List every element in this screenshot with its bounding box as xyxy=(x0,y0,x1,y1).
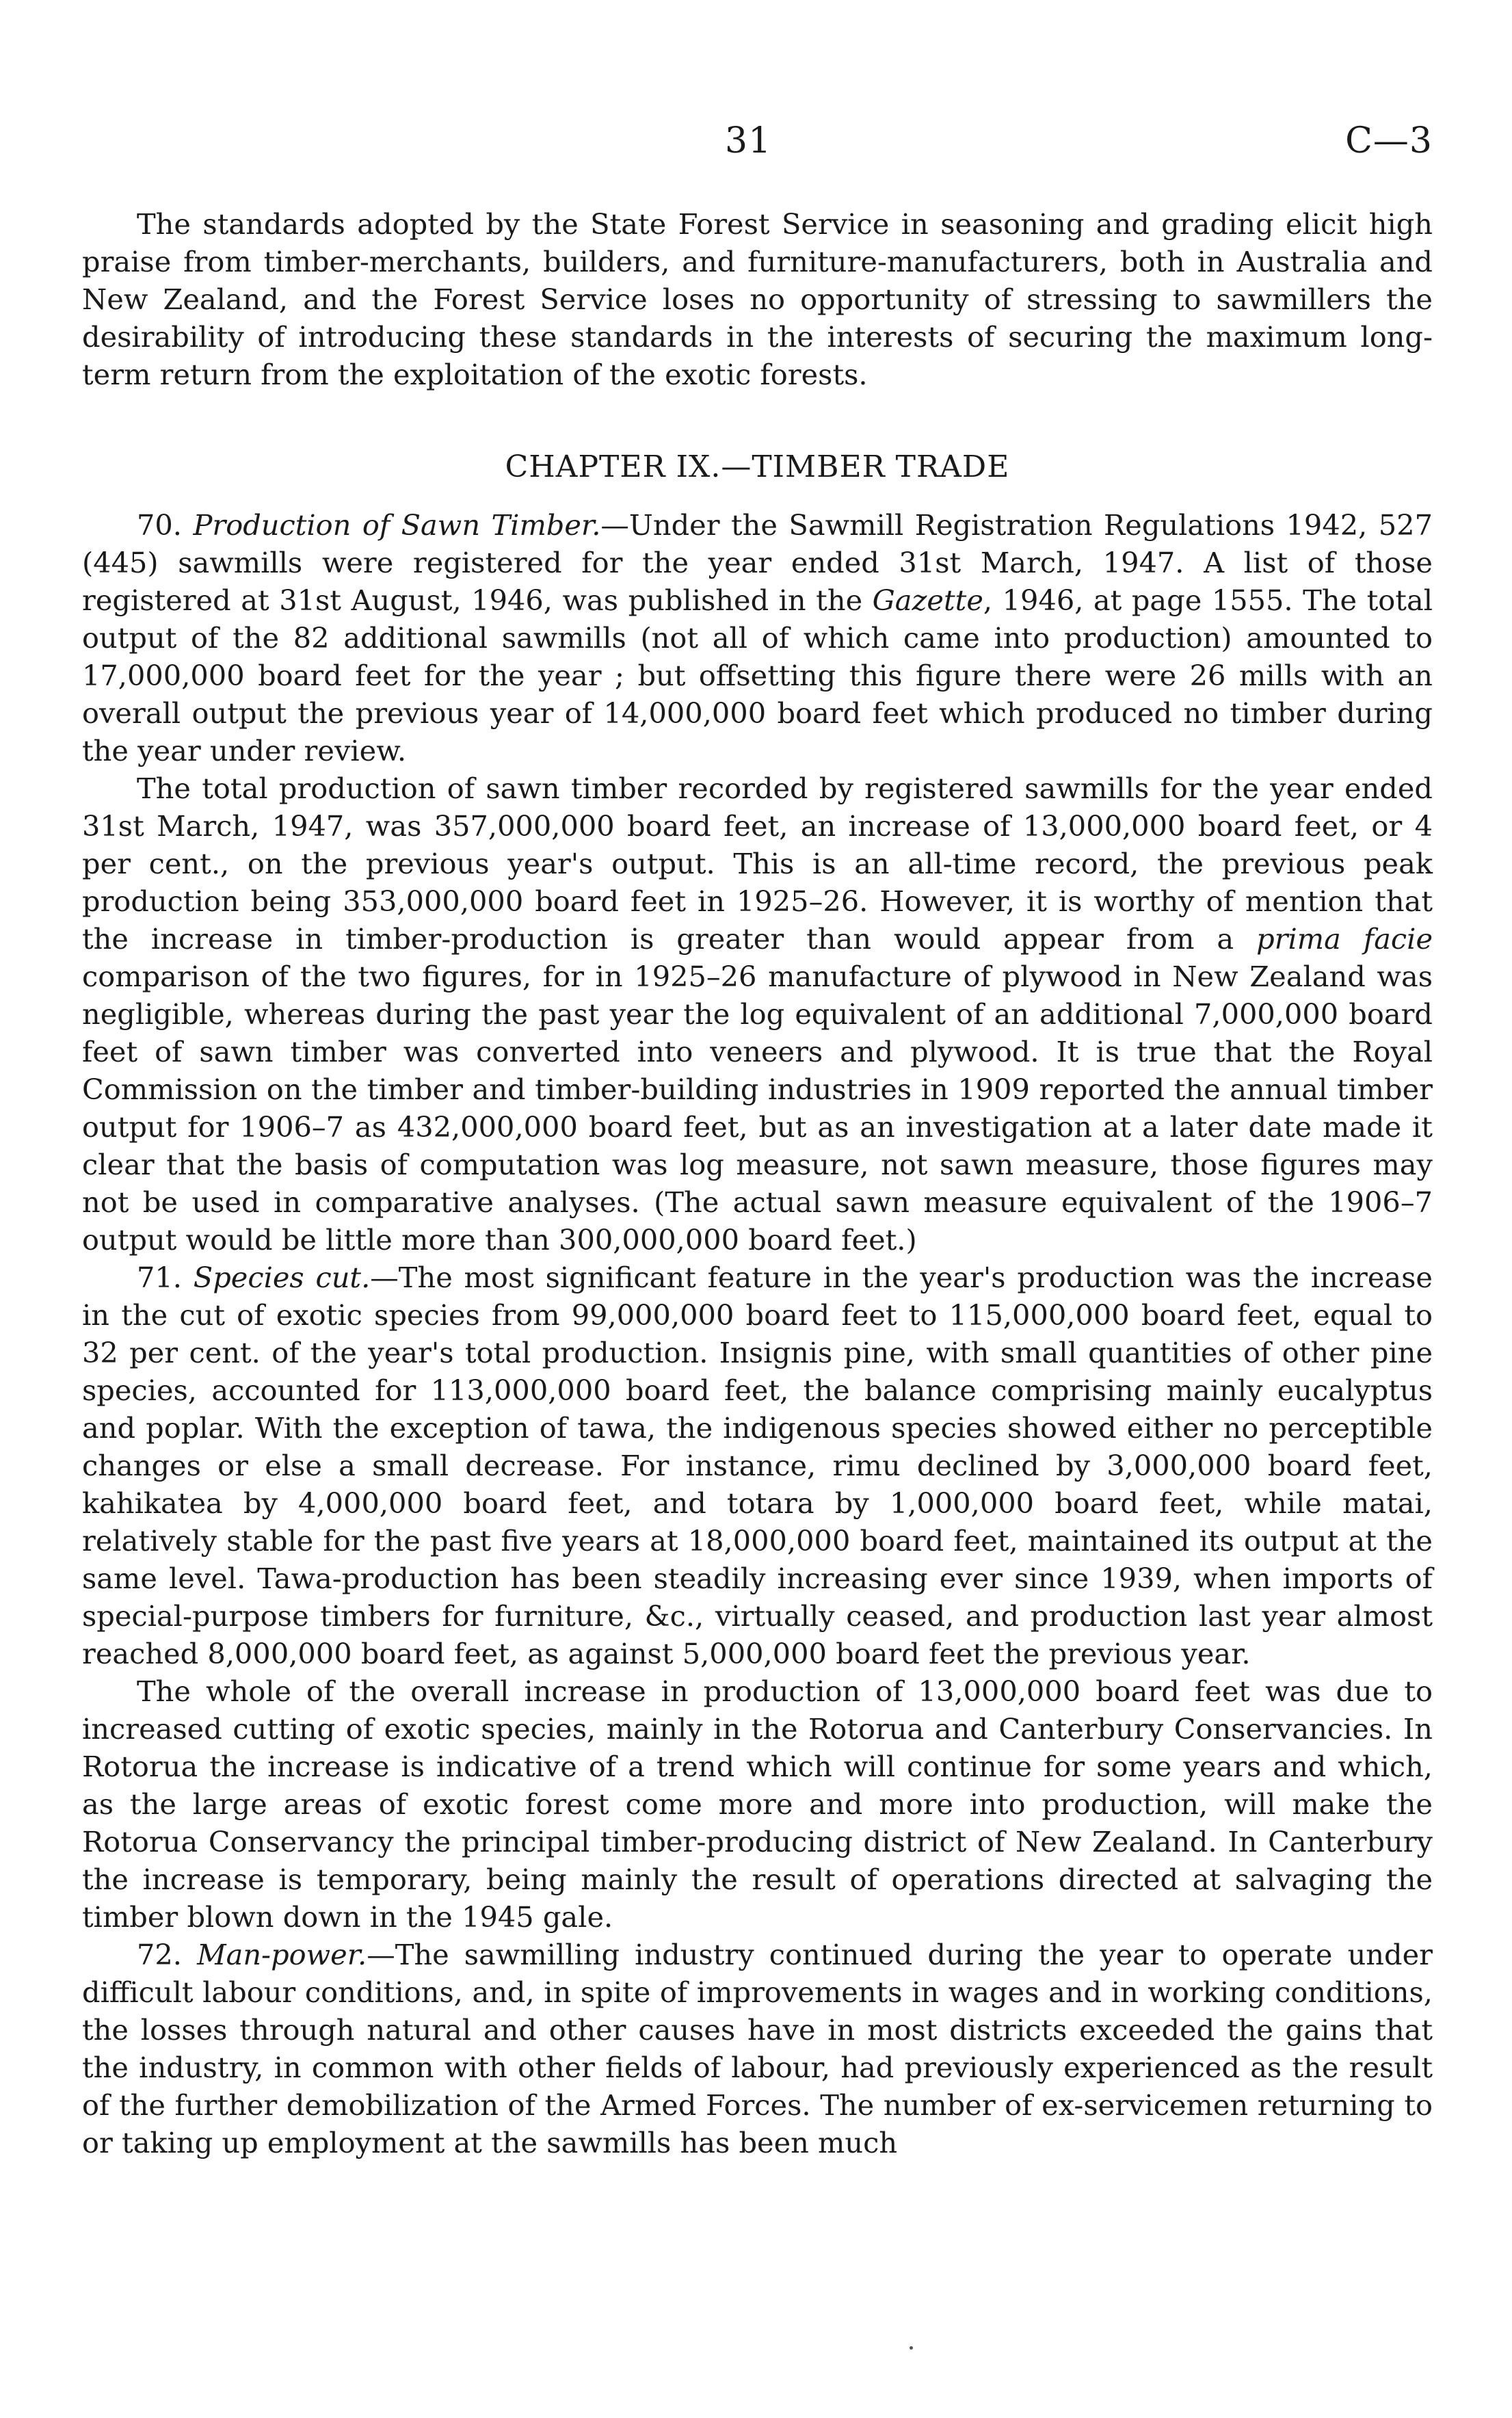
section-70-text-a: —Under the Sawmill Registration Regulations 1942, 527 (445) sawmills were registered for the year ended 31st March, 1947. A list of those registered at 31st August, 1946, was published in the xyxy=(82,508,1433,617)
section-70-title: Production of Sawn Timber. xyxy=(193,508,601,542)
section-71-paragraph-1 xyxy=(82,1259,1433,1672)
print-speck xyxy=(910,2346,913,2350)
page-number: 31 xyxy=(725,120,772,161)
intro-paragraph xyxy=(82,205,1433,393)
section-72-number: 72. xyxy=(137,1938,182,1971)
gazette-italic: Gazette xyxy=(872,583,983,617)
section-72-paragraph-1 xyxy=(82,1936,1433,2161)
section-71-number: 71. xyxy=(137,1261,182,1294)
chapter-heading: CHAPTER IX.—TIMBER TRADE xyxy=(505,449,1010,484)
page-header xyxy=(82,120,1433,175)
section-71-text: —The most significant feature in the year's production was the increase in the cut of exotic species from 99,000,000 board feet to 115,000,000 board feet, equal to 32 per cent. of the year's total production. Insignis pine, with small quantities of other pine species, accounted for 113,000,000 board feet, the balance comprising mainly eucalyptus and poplar. With the exception of tawa, the indigenous species showed either no perceptible changes or else a small decrease. For instance, rimu declined by 3,000,000 board feet, kahikatea by 4,000,000 board feet, and totara by 1,000,000 board feet, while matai, relatively stable for the past five years at 18,000,000 board feet, maintained its output at the same level. Tawa-production has been steadily increasing ever since 1939, when imports of special-purpose timbers for furniture, &c., virtually ceased, and production last year almost reached 8,000,000 board feet, as against 5,000,000 board feet the previous year. xyxy=(82,1261,1433,1670)
prima-facie-italic: prima facie xyxy=(1256,922,1433,956)
section-70-paragraph-2 xyxy=(82,770,1433,1259)
section-70-number: 70. xyxy=(137,508,182,542)
section-71-p2: The whole of the overall increase in production of 13,000,000 board feet was due to increased cutting of exotic species, mainly in the Rotorua and Canterbury Conservancies. In Rotorua the increase is indicative of a trend which will continue for some years and which, as the large areas of exotic forest come more and more into production, will make the Rotorua Conservancy the principal timber-producing district of New Zealand. In Canterbury the increase is temporary, being mainly the result of operations directed at salvaging the timber blown down in the 1945 gale. xyxy=(82,1674,1433,1934)
section-71-paragraph-2 xyxy=(82,1672,1433,1936)
section-72-text: —The sawmilling industry continued during the year to operate under difficult labour conditions, and, in spite of improvements in wages and in working conditions, the losses through natural and other causes have in most districts exceeded the gains that the industry, in common with other fields of labour, had previously experienced as the result of the further demobilization of the Armed Forces. The number of ex-servicemen returning to or taking up employment at the sawmills has been much xyxy=(82,1938,1433,2159)
section-70-text-b: , 1946, at page 1555. The total output of the 82 additional sawmills (not all of which came into production) amounted to 17,000,000 board feet for the year ; but offsetting this figure there were 26 mills with an overall output the previous year of 14,000,000 board feet which produced no timber during the year under review. xyxy=(82,583,1433,767)
section-72-title: Man-power. xyxy=(197,1938,367,1971)
section-70-paragraph-1 xyxy=(82,506,1433,770)
body-text xyxy=(82,205,1433,2161)
section-70-p2-b: comparison of the two figures, for in 1925–26 manufacture of plywood in New Zealand was negligible, whereas during the past year the log equivalent of an additional 7,000,000 board feet of sawn timber was converted into veneers and plywood. It is true that the Royal Commission on the timber and timber-building industries in 1909 reported the annual timber output for 1906–7 as 432,000,000 board feet, but as an investigation at a later date made it clear that the basis of computation was log measure, not sawn measure, those figures may not be used in comparative analyses. (The actual sawn measure equivalent of the 1906–7 output would be little more than 300,000,000 board feet.) xyxy=(82,960,1433,1257)
document-code: C—3 xyxy=(1345,120,1433,161)
intro-text: The standards adopted by the State Forest Service in seasoning and grading elicit high praise from timber-merchants, builders, and furniture-manufacturers, both in Australia and New Zealand, and the Forest Service loses no opportunity of stressing to sawmillers the desirability of introducing these standards in the interests of securing the maximum long-term return from the exploitation of the exotic forests. xyxy=(82,207,1433,391)
section-71-title: Species cut. xyxy=(193,1261,371,1294)
section-70-p2-a: The total production of sawn timber recorded by registered sawmills for the year ended 31st March, 1947, was 357,000,000 board feet, an increase of 13,000,000 board feet, or 4 per cent., on the previous year's output. This is an all-time record, the previous peak production being 353,000,000 board feet in 1925–26. However, it is worthy of mention that the increase in timber-production is greater than would appear from a xyxy=(82,772,1433,956)
